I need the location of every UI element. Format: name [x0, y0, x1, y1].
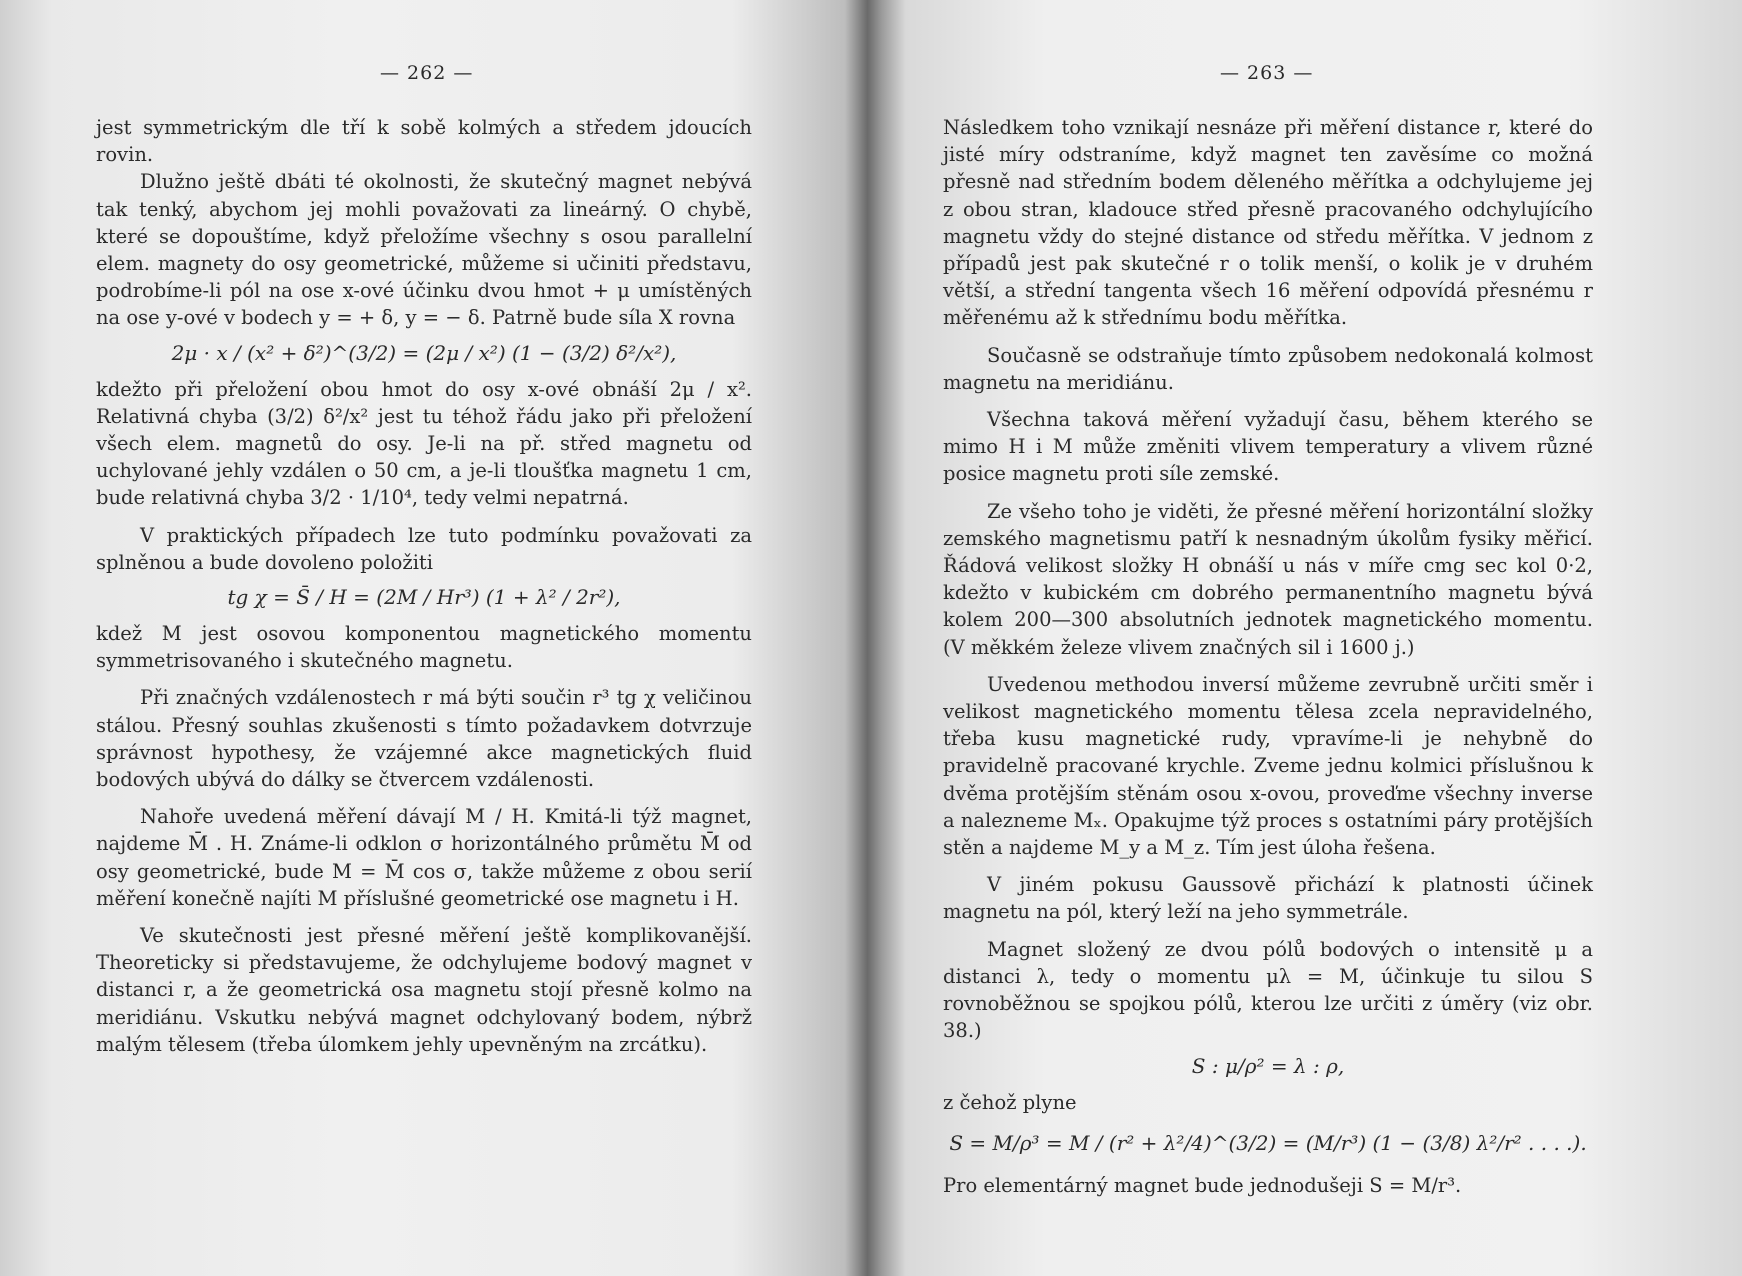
paragraph: Ve skutečnosti jest přesné měření ještě komplikovanější. Theoreticky si představujeme, že odchylujeme bodový magnet v distanci r, a že geometrická osa magnetu stojí přesně kolmo na meridiánu. Vskutku nebývá magnet odchylovaný bodem, nýbrž malým tělesem (třeba úlomkem jehly upevněným na zrcátku).	[96, 924, 752, 1056]
paragraph: Všechna taková měření vyžadují času, během kterého se mimo H i M může změniti vlivem temperatury a vlivem různé posice magnetu proti síle zemské.	[943, 408, 1593, 486]
page-number: — 263 —	[1220, 62, 1314, 84]
paragraph: Magnet složený ze dvou pólů bodových o intensitě μ a distanci λ, tedy o momentu μλ = M, účinkuje tu silou S rovnoběžnou se spojkou pólů, kterou lze určiti z úměry (viz obr. 38.)	[943, 937, 1593, 1043]
paragraph: Současně se odstraňuje tímto způsobem nedokonalá kolmost magnetu na meridiánu.	[943, 343, 1593, 394]
equation: tg χ = S̄ / H = (2M / Hr³) (1 + λ² / 2r²),	[227, 585, 621, 610]
paragraph: Dlužno ještě dbáti té okolnosti, že skutečný magnet nebývá tak tenký, abychom jej mohli považovati za lineárný. O chybě, které se dopouštíme, když přeložíme všechny s osou parallelní elem. magnety do osy geometrické, můžeme si učiniti představu, podrobíme-li pól na ose x-ové účinku dvou hmot + μ umístěných na ose y-ové v bodech y = + δ, y = − δ. Patrně bude síla X rovna	[96, 170, 752, 330]
right-page	[870, 0, 1742, 1276]
paragraph: z čehož plyne	[943, 1090, 1077, 1114]
left-page	[0, 0, 860, 1276]
paragraph: jest symmetrickým dle tří k sobě kolmých a středem jdoucích rovin.	[96, 116, 752, 167]
page-body	[96, 114, 752, 1058]
paragraph: Pro elementárný magnet bude jednodušeji S = M/r³.	[943, 1173, 1462, 1197]
paragraph: kdež M jest osovou komponentou magnetického momentu symmetrisovaného i skutečného magnetu.	[96, 622, 752, 673]
equation: S : μ/ρ² = λ : ρ,	[1191, 1053, 1345, 1078]
equation: 2μ · x / (x² + δ²)^(3/2) = (2μ / x²) (1 − (3/2) δ²/x²),	[171, 340, 677, 365]
page-number: — 262 —	[380, 62, 474, 84]
equation: S = M/ρ³ = M / (r² + λ²/4)^(3/2) = (M/r³) (1 − (3/8) λ²/r² . . . .).	[949, 1130, 1587, 1155]
paragraph: Následkem toho vznikají nesnáze při měření distance r, které do jisté míry odstraníme, když magnet ten zavěsíme co možná přesně nad středním bodem děleného měřítka a odchylujeme jej z obou stran, kladouce střed přesně pracovaného odchylujícího magnetu vždy do stejné distance od středu měřítka. V jednom z případů jest pak skutečné r o tolik menší, o kolik je v druhém větší, a střední tangenta všech 16 měření odpovídá přesnému r měřenému až k střednímu bodu měřítka.	[943, 116, 1593, 330]
paragraph: kdežto při přeložení obou hmot do osy x-ové obnáší 2μ / x². Relativná chyba (3/2) δ²/x² jest tu téhož řádu jako při přeložení všech elem. magnetů do osy. Je-li na př. střed magnetu od uchylované jehly vzdálen o 50 cm, a je-li tloušťka magnetu 1 cm, bude relativná chyba 3/2 · 1/10⁴, tedy velmi nepatrná.	[96, 377, 752, 510]
paragraph: Nahoře uvedená měření dávají M / H. Kmitá-li týž magnet, najdeme M̄ . H. Známe-li odklon σ horizontálného průmětu M̄ od osy geometrické, bude M = M̄ cos σ, takže můžeme z obou serií měření konečně najíti M příslušné geometrické ose magnetu i H.	[96, 805, 752, 910]
paragraph: V jiném pokusu Gaussově přichází k platnosti účinek magnetu na pól, který leží na jeho symmetrále.	[943, 873, 1593, 924]
paragraph: Uvedenou methodou inversí můžeme zevrubně určiti směr i velikost magnetického momentu tělesa zcela nepravidelného, třeba kusu magnetické rudy, vpravíme-li je nehybně do pravidelně pracované krychle. Zveme jednu kolmici příslušnou k dvěma protějším stěnám osou x-ovou, proveďme všechny inverse a nalezneme Mₓ. Opakujme týž proces s ostatními páry protějších stěn a najdeme M_y a M_z. Tím jest úloha řešena.	[943, 672, 1593, 860]
page-body	[943, 114, 1593, 1199]
paragraph: V praktických případech lze tuto podmínku považovati za splněnou a bude dovoleno položiti	[96, 523, 752, 574]
paragraph: Při značných vzdálenostech r má býti součin r³ tg χ veličinou stálou. Přesný souhlas zkušenosti s tímto požadavkem dotvrzuje správnost hypothesy, že vzájemné akce magnetických fluid bodových ubývá do dálky se čtvercem vzdálenosti.	[96, 686, 752, 792]
paragraph: Ze všeho toho je viděti, že přesné měření horizontální složky zemského magnetismu patří k nesnadným úkolům fysiky měřicí. Řádová velikost složky H obnáší u nás v míře cmg sec kol 0·2, kdežto v kubickém cm dobrého permanentního magnetu bývá kolem 200—300 absolutních jednotek magnetického momentu. (V měkkém železe vlivem značných sil i 1600 j.)	[943, 499, 1593, 659]
